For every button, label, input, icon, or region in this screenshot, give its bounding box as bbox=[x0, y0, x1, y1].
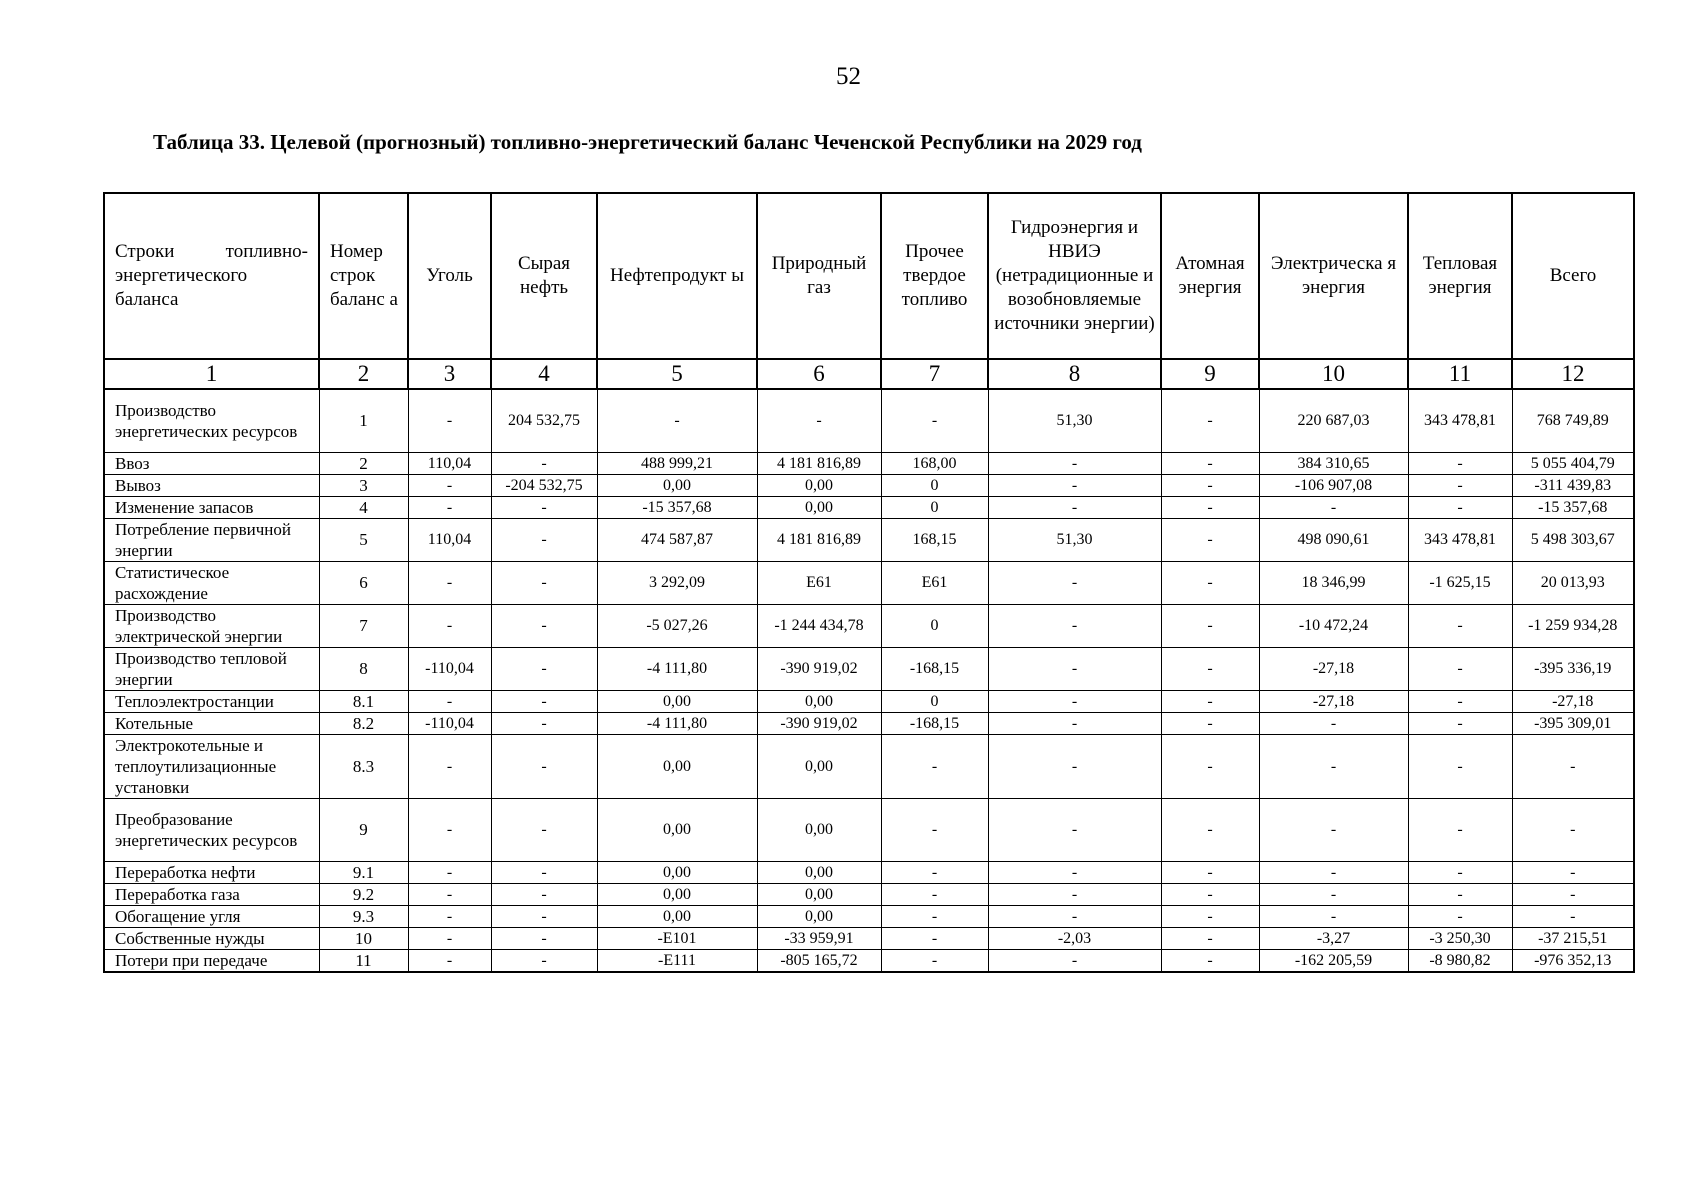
table-cell: - bbox=[1259, 883, 1408, 905]
table-cell: -27,18 bbox=[1259, 647, 1408, 690]
table-cell: -E101 bbox=[597, 927, 757, 949]
table-cell: - bbox=[988, 647, 1161, 690]
table-cell: -8 980,82 bbox=[1408, 949, 1512, 972]
table-cell: -1 625,15 bbox=[1408, 561, 1512, 604]
table-cell: 0 bbox=[881, 496, 988, 518]
table-cell: -15 357,68 bbox=[597, 496, 757, 518]
table-cell: -1 244 434,78 bbox=[757, 604, 881, 647]
table-cell: 343 478,81 bbox=[1408, 518, 1512, 561]
table-cell: - bbox=[1408, 647, 1512, 690]
row-label: Теплоэлектростанции bbox=[104, 690, 319, 712]
table-cell: - bbox=[1259, 905, 1408, 927]
table-cell: - bbox=[881, 883, 988, 905]
column-number: 4 bbox=[491, 359, 597, 389]
table-cell: - bbox=[1259, 712, 1408, 734]
table-cell: -168,15 bbox=[881, 712, 988, 734]
row-number: 3 bbox=[319, 474, 408, 496]
table-row bbox=[104, 647, 1634, 690]
column-header: Сырая нефть bbox=[491, 193, 597, 359]
table-cell: - bbox=[1408, 496, 1512, 518]
row-number: 8.1 bbox=[319, 690, 408, 712]
row-number: 10 bbox=[319, 927, 408, 949]
table-cell: 4 181 816,89 bbox=[757, 452, 881, 474]
table-cell: -110,04 bbox=[408, 712, 491, 734]
column-number: 6 bbox=[757, 359, 881, 389]
table-cell: - bbox=[1408, 604, 1512, 647]
column-header: Гидроэнергия и НВИЭ (нетрадиционные и возобновляемые источники энергии) bbox=[988, 193, 1161, 359]
table-cell: - bbox=[1161, 690, 1259, 712]
table-row bbox=[104, 452, 1634, 474]
table-cell: - bbox=[491, 712, 597, 734]
table-cell: -390 919,02 bbox=[757, 647, 881, 690]
table-cell: 0,00 bbox=[757, 883, 881, 905]
row-number: 9.1 bbox=[319, 861, 408, 883]
table-cell: - bbox=[1408, 690, 1512, 712]
table-cell: - bbox=[988, 883, 1161, 905]
table-cell: - bbox=[491, 883, 597, 905]
row-label: Статистическое расхождение bbox=[104, 561, 319, 604]
table-cell: - bbox=[491, 690, 597, 712]
row-number: 9.2 bbox=[319, 883, 408, 905]
table-cell: 498 090,61 bbox=[1259, 518, 1408, 561]
table-cell: - bbox=[1161, 861, 1259, 883]
table-cell: 0,00 bbox=[597, 883, 757, 905]
table-row bbox=[104, 389, 1634, 452]
table-cell: - bbox=[1408, 452, 1512, 474]
table-cell: 384 310,65 bbox=[1259, 452, 1408, 474]
row-number: 1 bbox=[319, 389, 408, 452]
table-cell: 5 055 404,79 bbox=[1512, 452, 1634, 474]
column-header: Всего bbox=[1512, 193, 1634, 359]
row-label: Производство тепловой энергии bbox=[104, 647, 319, 690]
column-header: Номер строк баланс а bbox=[319, 193, 408, 359]
table-cell: 0,00 bbox=[757, 798, 881, 861]
row-label: Преобразование энергетических ресурсов bbox=[104, 798, 319, 861]
table-cell: - bbox=[408, 861, 491, 883]
table-cell: -168,15 bbox=[881, 647, 988, 690]
table-row bbox=[104, 518, 1634, 561]
table-cell: - bbox=[408, 734, 491, 798]
table-cell: 4 181 816,89 bbox=[757, 518, 881, 561]
page-number: 52 bbox=[836, 63, 861, 90]
table-cell: 204 532,75 bbox=[491, 389, 597, 452]
table-cell: - bbox=[491, 734, 597, 798]
table-cell: - bbox=[1161, 389, 1259, 452]
table-cell: 168,15 bbox=[881, 518, 988, 561]
table-cell: -4 111,80 bbox=[597, 712, 757, 734]
table-cell: - bbox=[491, 518, 597, 561]
table-cell: - bbox=[1408, 712, 1512, 734]
table-cell: - bbox=[491, 905, 597, 927]
table-row bbox=[104, 474, 1634, 496]
row-number: 9.3 bbox=[319, 905, 408, 927]
column-number-row bbox=[104, 359, 1634, 389]
table-cell: -110,04 bbox=[408, 647, 491, 690]
table-cell: - bbox=[1259, 734, 1408, 798]
table-cell: 3 292,09 bbox=[597, 561, 757, 604]
table-cell: - bbox=[1512, 798, 1634, 861]
row-label: Вывоз bbox=[104, 474, 319, 496]
table-cell: - bbox=[988, 474, 1161, 496]
column-number: 5 bbox=[597, 359, 757, 389]
table-row bbox=[104, 798, 1634, 861]
table-cell: 0 bbox=[881, 604, 988, 647]
row-number: 8.3 bbox=[319, 734, 408, 798]
table-cell: - bbox=[1512, 883, 1634, 905]
header-row bbox=[104, 193, 1634, 359]
row-number: 11 bbox=[319, 949, 408, 972]
table-cell: 18 346,99 bbox=[1259, 561, 1408, 604]
column-number: 12 bbox=[1512, 359, 1634, 389]
table-cell: -805 165,72 bbox=[757, 949, 881, 972]
table-cell: - bbox=[881, 949, 988, 972]
table-cell: 0,00 bbox=[757, 474, 881, 496]
table-cell: -4 111,80 bbox=[597, 647, 757, 690]
table-cell: - bbox=[1161, 734, 1259, 798]
table-cell: - bbox=[881, 734, 988, 798]
table-cell: - bbox=[1161, 452, 1259, 474]
table-cell: -15 357,68 bbox=[1512, 496, 1634, 518]
row-number: 7 bbox=[319, 604, 408, 647]
table-row bbox=[104, 712, 1634, 734]
table-cell: 0,00 bbox=[757, 905, 881, 927]
table-cell: -204 532,75 bbox=[491, 474, 597, 496]
column-header: Тепловая энергия bbox=[1408, 193, 1512, 359]
table-title: Таблица 33. Целевой (прогнозный) топливно-энергетический баланс Чеченской Республики на 2029 год bbox=[153, 130, 1142, 154]
table-cell: 488 999,21 bbox=[597, 452, 757, 474]
table-cell: - bbox=[491, 949, 597, 972]
table-cell: - bbox=[597, 389, 757, 452]
table-cell: E61 bbox=[881, 561, 988, 604]
row-label: Собственные нужды bbox=[104, 927, 319, 949]
table-cell: 768 749,89 bbox=[1512, 389, 1634, 452]
column-number: 10 bbox=[1259, 359, 1408, 389]
table-cell: - bbox=[988, 734, 1161, 798]
table-cell: - bbox=[1512, 861, 1634, 883]
table-cell: - bbox=[1161, 927, 1259, 949]
table-cell: - bbox=[491, 798, 597, 861]
table-cell: 0 bbox=[881, 474, 988, 496]
column-number: 9 bbox=[1161, 359, 1259, 389]
table-cell: - bbox=[1161, 798, 1259, 861]
table-row bbox=[104, 905, 1634, 927]
table-cell: -5 027,26 bbox=[597, 604, 757, 647]
table-cell: - bbox=[881, 927, 988, 949]
row-number: 4 bbox=[319, 496, 408, 518]
row-number: 8.2 bbox=[319, 712, 408, 734]
table-body bbox=[104, 389, 1634, 972]
column-header: Электрическа я энергия bbox=[1259, 193, 1408, 359]
table-cell: 0 bbox=[881, 690, 988, 712]
table-cell: - bbox=[757, 389, 881, 452]
table-cell: E61 bbox=[757, 561, 881, 604]
column-header: Нефтепродукт ы bbox=[597, 193, 757, 359]
table-cell: 51,30 bbox=[988, 389, 1161, 452]
table-row bbox=[104, 734, 1634, 798]
table-cell: - bbox=[988, 905, 1161, 927]
column-header: Строки топливно-энергетического баланса bbox=[104, 193, 319, 359]
table-cell: -3,27 bbox=[1259, 927, 1408, 949]
table-cell: 168,00 bbox=[881, 452, 988, 474]
table-cell: - bbox=[1408, 883, 1512, 905]
row-number: 5 bbox=[319, 518, 408, 561]
table-cell: - bbox=[491, 861, 597, 883]
column-header: Прочее твердое топливо bbox=[881, 193, 988, 359]
table-cell: -395 336,19 bbox=[1512, 647, 1634, 690]
column-number: 1 bbox=[104, 359, 319, 389]
column-number: 3 bbox=[408, 359, 491, 389]
table-cell: - bbox=[1408, 905, 1512, 927]
table-cell: -311 439,83 bbox=[1512, 474, 1634, 496]
table-cell: 110,04 bbox=[408, 452, 491, 474]
table-cell: - bbox=[988, 861, 1161, 883]
table-cell: - bbox=[408, 798, 491, 861]
column-number: 8 bbox=[988, 359, 1161, 389]
table-cell: - bbox=[408, 561, 491, 604]
table-cell: - bbox=[1161, 496, 1259, 518]
table-cell: 0,00 bbox=[757, 861, 881, 883]
table-cell: 0,00 bbox=[597, 690, 757, 712]
table-cell: - bbox=[408, 604, 491, 647]
table-row bbox=[104, 604, 1634, 647]
table-row bbox=[104, 927, 1634, 949]
table-row bbox=[104, 496, 1634, 518]
row-label: Ввоз bbox=[104, 452, 319, 474]
table-cell: 0,00 bbox=[597, 798, 757, 861]
row-number: 6 bbox=[319, 561, 408, 604]
table-cell: -3 250,30 bbox=[1408, 927, 1512, 949]
row-label: Переработка нефти bbox=[104, 861, 319, 883]
table-cell: - bbox=[491, 561, 597, 604]
table-cell: - bbox=[1161, 647, 1259, 690]
table-row bbox=[104, 861, 1634, 883]
table-cell: - bbox=[1259, 798, 1408, 861]
table-cell: - bbox=[1161, 905, 1259, 927]
table-cell: 343 478,81 bbox=[1408, 389, 1512, 452]
table-cell: -395 309,01 bbox=[1512, 712, 1634, 734]
table-cell: -10 472,24 bbox=[1259, 604, 1408, 647]
table-cell: - bbox=[881, 389, 988, 452]
row-number: 9 bbox=[319, 798, 408, 861]
table-cell: 51,30 bbox=[988, 518, 1161, 561]
table-cell: - bbox=[1512, 905, 1634, 927]
table-cell: - bbox=[1161, 712, 1259, 734]
table-cell: - bbox=[1161, 518, 1259, 561]
table-cell: 20 013,93 bbox=[1512, 561, 1634, 604]
table-cell: - bbox=[408, 496, 491, 518]
table-cell: - bbox=[1161, 604, 1259, 647]
row-label: Производство энергетических ресурсов bbox=[104, 389, 319, 452]
row-label: Электрокотельные и теплоутилизационные установки bbox=[104, 734, 319, 798]
column-number: 11 bbox=[1408, 359, 1512, 389]
table-cell: - bbox=[881, 905, 988, 927]
table-cell: - bbox=[1259, 861, 1408, 883]
column-number: 7 bbox=[881, 359, 988, 389]
table-row bbox=[104, 883, 1634, 905]
table-cell: - bbox=[408, 927, 491, 949]
table-cell: 0,00 bbox=[597, 861, 757, 883]
table-cell: -33 959,91 bbox=[757, 927, 881, 949]
table-cell: - bbox=[988, 561, 1161, 604]
table-cell: -390 919,02 bbox=[757, 712, 881, 734]
row-label: Изменение запасов bbox=[104, 496, 319, 518]
table-cell: 0,00 bbox=[757, 734, 881, 798]
table-cell: - bbox=[1512, 734, 1634, 798]
table-cell: - bbox=[1161, 561, 1259, 604]
table-cell: -976 352,13 bbox=[1512, 949, 1634, 972]
table-cell: 5 498 303,67 bbox=[1512, 518, 1634, 561]
table-cell: - bbox=[1408, 798, 1512, 861]
table-cell: 110,04 bbox=[408, 518, 491, 561]
table-cell: - bbox=[491, 452, 597, 474]
table-cell: - bbox=[408, 690, 491, 712]
table-cell: - bbox=[988, 712, 1161, 734]
table-cell: 474 587,87 bbox=[597, 518, 757, 561]
table-cell: - bbox=[491, 647, 597, 690]
table-cell: 0,00 bbox=[597, 905, 757, 927]
balance-table bbox=[103, 192, 1635, 973]
row-label: Переработка газа bbox=[104, 883, 319, 905]
column-header: Уголь bbox=[408, 193, 491, 359]
column-number: 2 bbox=[319, 359, 408, 389]
row-label: Потери при передаче bbox=[104, 949, 319, 972]
table-cell: - bbox=[491, 604, 597, 647]
table-cell: 220 687,03 bbox=[1259, 389, 1408, 452]
table-cell: - bbox=[408, 949, 491, 972]
row-label: Котельные bbox=[104, 712, 319, 734]
table-cell: -2,03 bbox=[988, 927, 1161, 949]
table-cell: -106 907,08 bbox=[1259, 474, 1408, 496]
table-cell: -E111 bbox=[597, 949, 757, 972]
table-cell: - bbox=[1161, 949, 1259, 972]
table-cell: - bbox=[988, 452, 1161, 474]
table-cell: - bbox=[1259, 496, 1408, 518]
table-cell: - bbox=[1161, 883, 1259, 905]
table-cell: 0,00 bbox=[757, 690, 881, 712]
table-cell: -37 215,51 bbox=[1512, 927, 1634, 949]
table-cell: -162 205,59 bbox=[1259, 949, 1408, 972]
row-label: Потребление первичной энергии bbox=[104, 518, 319, 561]
row-number: 2 bbox=[319, 452, 408, 474]
table-cell: - bbox=[491, 927, 597, 949]
table-cell: - bbox=[408, 474, 491, 496]
table-cell: 0,00 bbox=[597, 734, 757, 798]
table-cell: - bbox=[408, 389, 491, 452]
table-cell: - bbox=[1408, 861, 1512, 883]
table-cell: - bbox=[988, 604, 1161, 647]
table-cell: 0,00 bbox=[597, 474, 757, 496]
row-label: Производство электрической энергии bbox=[104, 604, 319, 647]
table-cell: - bbox=[881, 861, 988, 883]
row-number: 8 bbox=[319, 647, 408, 690]
table-cell: - bbox=[988, 690, 1161, 712]
column-header: Природный газ bbox=[757, 193, 881, 359]
row-label: Обогащение угля bbox=[104, 905, 319, 927]
table-row bbox=[104, 690, 1634, 712]
table-cell: - bbox=[491, 496, 597, 518]
table-cell: - bbox=[1161, 474, 1259, 496]
table-cell: 0,00 bbox=[757, 496, 881, 518]
column-header: Атомная энергия bbox=[1161, 193, 1259, 359]
table-cell: - bbox=[1408, 474, 1512, 496]
table-row bbox=[104, 949, 1634, 972]
table-cell: - bbox=[988, 798, 1161, 861]
table-cell: -27,18 bbox=[1512, 690, 1634, 712]
table-cell: - bbox=[881, 798, 988, 861]
table-row bbox=[104, 561, 1634, 604]
table-cell: - bbox=[1408, 734, 1512, 798]
table-cell: - bbox=[408, 883, 491, 905]
table-cell: -27,18 bbox=[1259, 690, 1408, 712]
table-cell: - bbox=[988, 949, 1161, 972]
table-cell: - bbox=[988, 496, 1161, 518]
table-cell: -1 259 934,28 bbox=[1512, 604, 1634, 647]
table-cell: - bbox=[408, 905, 491, 927]
